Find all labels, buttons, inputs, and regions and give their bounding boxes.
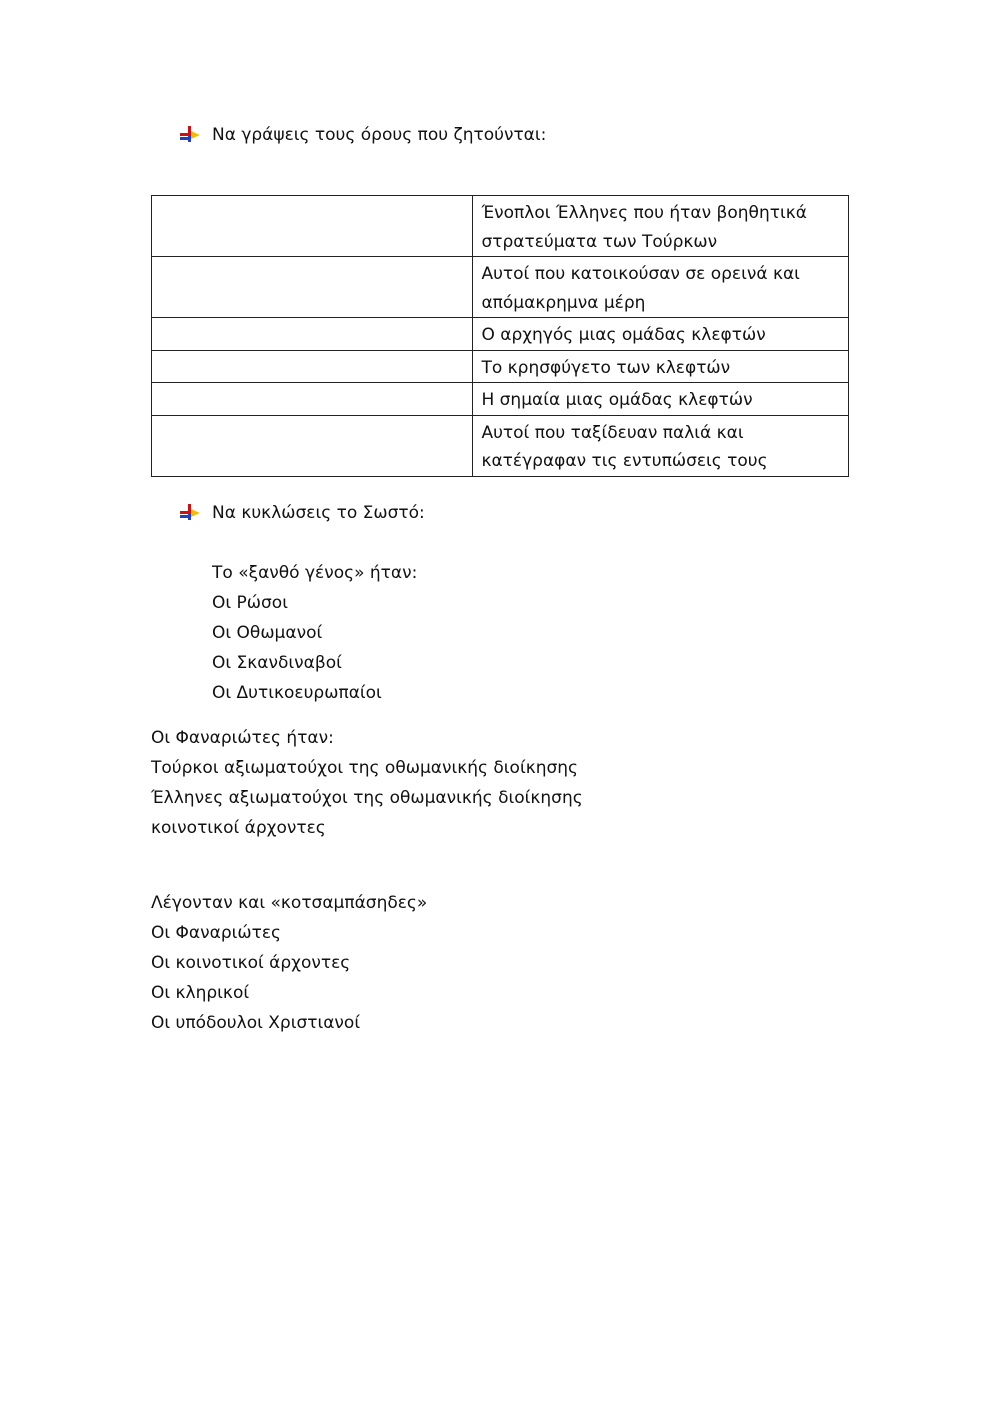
answer-option[interactable]: Οι Οθωμανοί	[212, 623, 323, 643]
definition-cell: Αυτοί που κατοικούσαν σε ορεινά και απόμακρημνα μέρη	[473, 257, 849, 318]
terms-table	[151, 195, 849, 477]
section2-heading-text: Να κυκλώσεις το Σωστό:	[212, 503, 425, 523]
answer-cell[interactable]	[152, 383, 473, 416]
answer-option[interactable]: Έλληνες αξιωματούχοι της οθωμανικής διοίκησης	[151, 788, 583, 808]
answer-cell[interactable]	[152, 196, 473, 257]
answer-option[interactable]: Οι Ρώσοι	[212, 593, 288, 613]
answer-option[interactable]: Οι Φαναριώτες	[151, 923, 282, 943]
question-1	[212, 558, 417, 708]
answer-option[interactable]: Οι Δυτικοευρωπαίοι	[212, 683, 382, 703]
answer-option[interactable]: Τούρκοι αξιωματούχοι της οθωμανικής διοίκησης	[151, 758, 579, 778]
answer-option[interactable]: Οι κοινοτικοί άρχοντες	[151, 953, 351, 973]
table-row	[152, 350, 849, 383]
answer-option[interactable]: Οι κληρικοί	[151, 983, 250, 1003]
answer-option[interactable]: Οι Σκανδιναβοί	[212, 653, 342, 673]
answer-cell[interactable]	[152, 257, 473, 318]
question-prompt: Λέγονταν και «κοτσαμπάσηδες»	[151, 893, 428, 913]
section1-heading-text: Να γράψεις τους όρους που ζητούνται:	[212, 125, 547, 145]
question-3	[151, 888, 427, 1038]
answer-cell[interactable]	[152, 350, 473, 383]
table-row	[152, 196, 849, 257]
table-row	[152, 257, 849, 318]
table-row	[152, 415, 849, 476]
question-prompt: Το «ξανθό γένος» ήταν:	[212, 563, 418, 583]
answer-cell[interactable]	[152, 415, 473, 476]
definition-cell: Η σημαία μιας ομάδας κλεφτών	[473, 383, 849, 416]
answer-option[interactable]: Οι υπόδουλοι Χριστιανοί	[151, 1013, 361, 1033]
definition-cell: Ένοπλοι Έλληνες που ήταν βοηθητικά στρατεύματα των Τούρκων	[473, 196, 849, 257]
question-prompt: Οι Φαναριώτες ήταν:	[151, 728, 334, 748]
plus-arrow-icon	[180, 126, 200, 144]
definition-cell: Ο αρχηγός μιας ομάδας κλεφτών	[473, 318, 849, 351]
section2-heading	[180, 502, 425, 524]
section1-heading	[180, 124, 546, 146]
table-row	[152, 318, 849, 351]
question-2	[151, 723, 583, 843]
answer-cell[interactable]	[152, 318, 473, 351]
table-row	[152, 383, 849, 416]
definition-cell: Αυτοί που ταξίδευαν παλιά και κατέγραφαν τις εντυπώσεις τους	[473, 415, 849, 476]
plus-arrow-icon	[180, 504, 200, 522]
answer-option[interactable]: κοινοτικοί άρχοντες	[151, 818, 326, 838]
definition-cell: Το κρησφύγετο των κλεφτών	[473, 350, 849, 383]
